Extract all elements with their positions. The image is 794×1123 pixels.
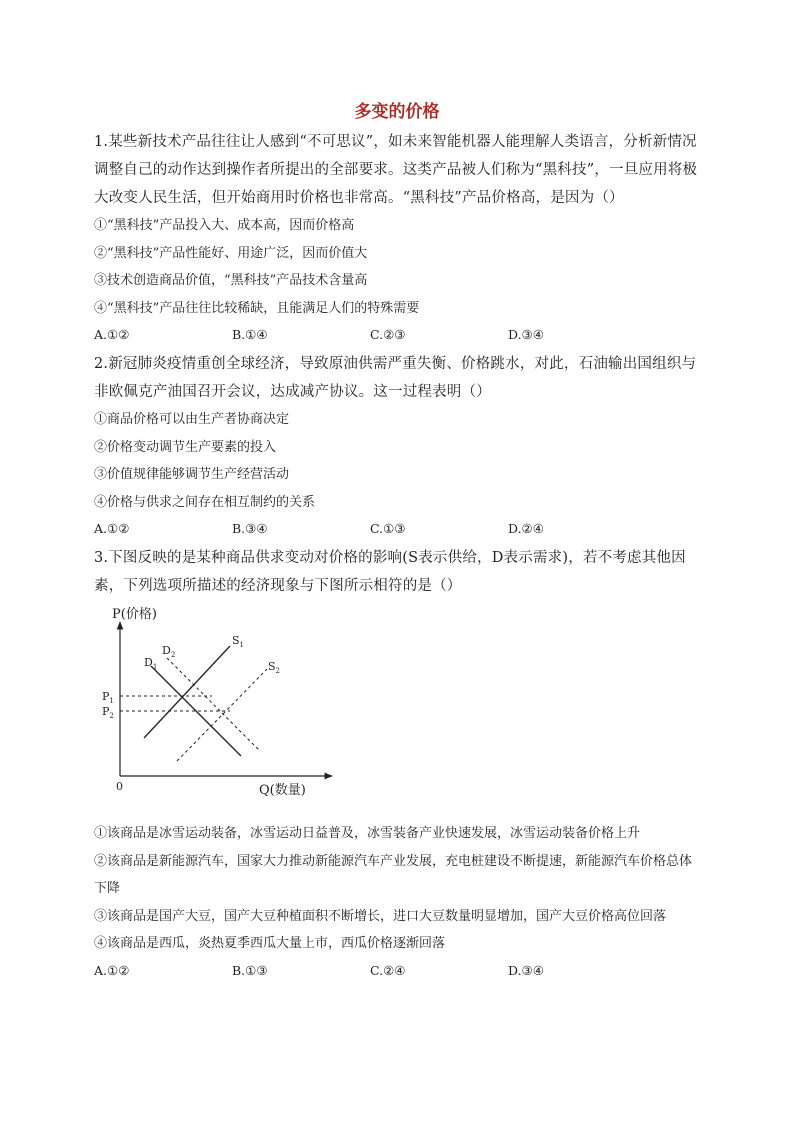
option-d[interactable]: D.③④ bbox=[508, 962, 544, 978]
statement: ③价值规律能够调节生产经营活动 bbox=[94, 467, 290, 482]
option-a[interactable]: A.①② bbox=[94, 521, 130, 536]
statement: ②价格变动调节生产要素的投入 bbox=[94, 439, 277, 455]
question-stem: 2.新冠肺炎疫情重创全球经济，导致原油供需严重失衡、价格跳水，对此，石油输出国组织与非欧佩克产油国召开会议，达成减产协议。这一过程表明（） bbox=[94, 356, 697, 400]
d2-label: $D_2$ bbox=[162, 644, 176, 659]
option-b[interactable]: B.①④ bbox=[232, 327, 268, 342]
statement: ④该商品是西瓜，炎热夏季西瓜大量上市，西瓜价格逐渐回落 bbox=[94, 936, 446, 951]
question-stem: 3.下图反映的是某种商品供求变动对价格的影响(S表示供给，D表示需求)，若不考虑其他因素，下列选项所描述的经济现象与下图所示相符的是（） bbox=[94, 550, 686, 594]
answer-options bbox=[94, 958, 700, 984]
page-title: 多变的价格 bbox=[354, 102, 440, 122]
d2-curve bbox=[167, 658, 259, 750]
question-2 bbox=[94, 350, 700, 542]
s1-label: $S_1$ bbox=[232, 634, 245, 649]
option-a[interactable]: A.①② bbox=[94, 327, 130, 342]
p2-label: $P_2$ bbox=[102, 705, 114, 720]
s1-curve bbox=[144, 646, 230, 738]
question-3 bbox=[94, 544, 700, 984]
statement: ③该商品是国产大豆，国产大豆种植面积不断增长，进口大豆数量明显增加，国产大豆价格高位回落 bbox=[94, 908, 667, 924]
statement: ④价格与供求之间存在相互制约的关系 bbox=[94, 494, 316, 510]
p1-label: $P_1$ bbox=[102, 690, 114, 705]
question-1 bbox=[94, 128, 700, 348]
supply-demand-graph bbox=[94, 604, 700, 816]
x-axis-label: Q(数量) bbox=[259, 783, 306, 798]
statement: ②“黑科技”产品性能好、用途广泛，因而价值大 bbox=[94, 245, 368, 261]
statement: ②该商品是新能源汽车，国家大力推动新能源汽车产业发展，充电桩建设不断提速，新能源汽车价格总体下降 bbox=[94, 853, 693, 896]
graph-svg bbox=[94, 604, 354, 816]
option-c[interactable]: C.②④ bbox=[370, 962, 406, 978]
statement: ①“黑科技”产品投入大、成本高，因而价格高 bbox=[94, 218, 355, 233]
y-axis-label: P(价格) bbox=[112, 607, 157, 622]
option-c[interactable]: C.②③ bbox=[370, 327, 406, 342]
answer-options bbox=[94, 516, 700, 542]
statement: ①该商品是冰雪运动装备，冰雪运动日益普及，冰雪装备产业快速发展，冰雪运动装备价格上升 bbox=[94, 826, 641, 841]
option-b[interactable]: B.③④ bbox=[232, 521, 268, 536]
statement: ①商品价格可以由生产者协商决定 bbox=[94, 412, 290, 427]
option-a[interactable]: A.①② bbox=[94, 962, 130, 978]
statement: ③技术创造商品价值，“黑科技”产品技术含量高 bbox=[94, 273, 368, 288]
answer-options bbox=[94, 322, 700, 348]
d1-label: $D_1$ bbox=[144, 656, 158, 671]
statement: ④“黑科技”产品往往比较稀缺，且能满足人们的特殊需要 bbox=[94, 300, 420, 316]
origin-label: 0 bbox=[116, 780, 123, 793]
option-d[interactable]: D.②④ bbox=[508, 521, 544, 536]
s2-label: $S_2$ bbox=[268, 660, 281, 675]
question-stem: 1.某些新技术产品往往让人感到“不可思议”，如未来智能机器人能理解人类语言，分析新情况调整自己的动作达到操作者所提出的全部要求。这类产品被人们称为“黑科技”，一旦应用将极大改变人民生活，但开始商用时价格也非常高。“黑科技”产品价格高，是因为（） bbox=[94, 134, 698, 206]
s2-curve bbox=[177, 669, 267, 761]
option-d[interactable]: D.③④ bbox=[508, 327, 544, 342]
option-b[interactable]: B.①③ bbox=[232, 962, 268, 978]
question-list bbox=[94, 128, 700, 986]
option-c[interactable]: C.①③ bbox=[370, 521, 406, 536]
